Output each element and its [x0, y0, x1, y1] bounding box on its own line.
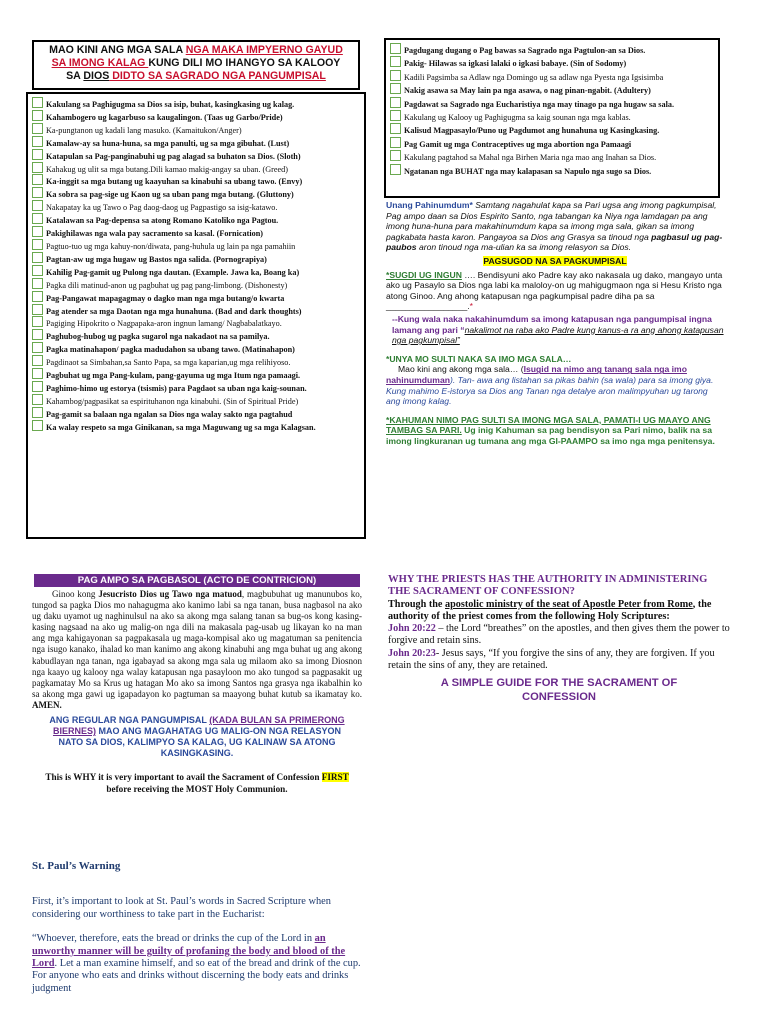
why-important-note: This is WHY it is very important to avail the Sacrament of Confession FIRST before receiving the MOST Holy Communion. [45, 772, 349, 795]
checklist-item [32, 342, 360, 355]
checkbox-icon[interactable] [390, 83, 401, 94]
checklist-item [390, 137, 714, 150]
title-line-2: SA IMONG KALAG KUNG DILI MO IHANGYO SA KALOOY [51, 57, 341, 69]
title-line-1: MAO KINI ANG MGA SALA NGA MAKA IMPYERNO GAYUD [49, 44, 343, 56]
checkbox-icon[interactable] [390, 150, 401, 161]
checkbox-icon[interactable] [32, 239, 43, 250]
checklist-item [32, 162, 360, 175]
checklist-item-label: Kahambog/pagpasikat sa espirituhanon nga kinabuhi. (Sin of Spiritual Pride) [46, 396, 299, 406]
checklist-item [32, 213, 360, 226]
checkbox-icon[interactable] [32, 97, 43, 108]
regular-confession-note: ANG REGULAR NGA PANGUMPISAL (KADA BULAN SA PRIMERONG BIERNES) MAO ANG MAGAHATAG UG MALIG-ON NGA RELASYON NATO SA DIOS, KALIMPYO SA KALAG, UG KALINAW SA ATONG KASINGKASING. [49, 715, 345, 759]
sins-title-box [32, 40, 360, 90]
checklist-item [390, 164, 714, 177]
checklist-item [32, 381, 360, 394]
checklist-item-label: Kakulang pagtahod sa Mahal nga Birhen Maria nga mao ang Inahan sa Dios. [404, 153, 657, 163]
step-3: *KAHUMAN NIMO PAG SULTI SA IMONG MGA SALA, PAMATI-I UG MAAYO ANG TAMBAG SA PARI. Ug inig Kahuman sa pag bendisyon sa Pari nimo, balik na sa imong lingkuranan ug tumana ang mga GI-PAAMPO sa imo nga mga penitensya. [386, 414, 715, 446]
checklist-item-label: Pagtan-aw ug mga hugaw ug Bastos nga salida. (Pornograpiya) [46, 254, 267, 264]
checkbox-icon[interactable] [390, 123, 401, 134]
checkbox-icon[interactable] [32, 200, 43, 211]
checklist-item-label: Kalisud Magpasaylo/Puno ug Pagdumot ang hunahuna ug Kasingkasing. [404, 126, 660, 136]
checklist-item-label: Pagiging Hipokrito o Nagpapaka-aron ingnun lamang/ Nagbabalatkayo. [46, 319, 282, 329]
checklist-item-label: Pagtuo-tuo ug mga kahuy-non/diwata, pang-huhula ug lain pa nga pamahiin [46, 241, 296, 251]
checklist-item [32, 291, 360, 304]
checklist-item-label: Nakapatay ka ug Tawo o Pag daog-daog ug Pagpastigo sa isig-katawo. [46, 203, 278, 213]
checklist-item-label: Ka-pungtanon ug kadali lang masuko. (Kamaitukon/Anger) [46, 125, 242, 135]
checklist-item-label: Katapulan sa Pag-panginabuhi ug pag alagad sa buhaton sa Dios. (Sloth) [46, 151, 301, 161]
checklist-item [32, 252, 360, 265]
checklist-item [32, 174, 360, 187]
checklist-item-label: Kamalaw-ay sa huna-huna, sa mga panulti, ug sa mga gibuhat. (Lust) [46, 138, 290, 148]
st-paul-warning [32, 860, 362, 995]
checkbox-icon[interactable] [32, 342, 43, 353]
confession-steps [386, 200, 724, 446]
guide-title: A SIMPLE GUIDE FOR THE SACRAMENT OF CONFESSION [440, 677, 678, 704]
contrition-heading: PAG AMPO SA PAGBASOL (ACTO DE CONTRICION) [34, 574, 360, 587]
checklist-item [32, 97, 360, 110]
checkbox-icon[interactable] [32, 187, 43, 198]
start-heading: PAGSUGOD NA SA PAGKUMPISAL [483, 255, 627, 266]
checklist-item-label: Pagbuhat ug mga Pang-kulam, pang-gayuma ug mga Itum nga pamaagi. [46, 371, 301, 381]
step-2: *UNYA MO SULTI NAKA SA IMO MGA SALA… Mao kini ang akong mga sala… (Isugid na nimo ang tanang sala nga imo nahinumduman). Tan- awa ang listahan sa pikas bahin (sa wala) para sa imong giya. Kung mahimo E-istorya sa Dios ang Tanan nga detalye aron malimpyuhan ug tarong ang imong kalag. [386, 353, 714, 407]
checklist-item [390, 97, 714, 110]
checkbox-icon[interactable] [390, 97, 401, 108]
checkbox-icon[interactable] [32, 110, 43, 121]
checklist-item [32, 407, 360, 420]
checkbox-icon[interactable] [32, 407, 43, 418]
paul-heading: St. Paul’s Warning [32, 860, 121, 872]
checkbox-icon[interactable] [32, 265, 43, 276]
checklist-item [32, 420, 360, 433]
checklist-item [32, 200, 360, 213]
checklist-item [32, 278, 360, 291]
checkbox-icon[interactable] [32, 381, 43, 392]
checklist-item-label: Ka walay respeto sa mga Ginikanan, sa mga Maguwang ug sa mga Kalagsan. [46, 422, 316, 432]
checklist-item-label: Pakig- Hilawas sa igkasi lalaki o igkasi babaye. (Sin of Sodomy) [404, 59, 627, 69]
paul-quote: “Whoever, therefore, eats the bread or drinks the cup of the Lord in an unworthy manner will be guilty of profaning the body and blood of the Lord. Let a man examine himself, and so eat of the bread and drink of the cup. For anyone who eats and drinks without discerning the body eats and drinks judgment [32, 933, 361, 994]
contrition-prayer: Ginoo kong Jesucristo Dios ug Tawo nga matuod, magbubuhat ug manunubos ko, tungod sa pagka Dios mo nahagugma ako kanimo labi sa nga tanan, busa nagbasol na ako ug daku uyamot ug naghinulsul na ako sa akong mga salang tanan sa bug-os kong kasing-kasing nagsaad na ako ug malig-on nga dili na makasala pag-usab ug likayan ko na man ang mga kahigayonan sa pagpakasala ug maga-kompisal ako ug magatuman sa penitencia nga isugo kanako, ihalad ko man kanimo ang akong kinabuhi ang mga buhat ug ang akong kabudlayan nga tanan, nga igabayad sa akong mga sala ug milaom ako sa imong Diosnon nga kaayo ug kalooy nga walay katapusan nga pasayloon mo ako tungod sa pagpasakit ug pagkamatay Mo sa Krus ug hatagan Mo ako sa imong Santos nga grasya nga ikabalhin ko sa akong mga gawi ug igapadayon ko pagtuman sa maayong buhat kutub sa ikamatay ko. AMEN. [32, 589, 362, 710]
checklist-item-label: Kadili Pagsimba sa Adlaw nga Domingo ug sa adlaw nga Pyesta nga Igsisimba [404, 72, 664, 82]
john-20-23: John 20:23- Jesus says, “If you forgive the sins of any, they are forgiven. If you retain the sins of any, they are retained. [388, 647, 715, 671]
checklist-item-label: Ngatanan nga BUHAT nga may kalapasan sa Napulo nga sugo sa Dios. [404, 166, 652, 176]
checkbox-icon[interactable] [32, 213, 43, 224]
checklist-item [390, 110, 714, 123]
checklist-item [32, 265, 360, 278]
checkbox-icon[interactable] [32, 136, 43, 147]
step-1: *SUGDI UG INGUN …. Bendisyuni ako Padre kay ako nakasala ug dako, mangayo unta ako ug Pasaylo sa Dios nga labi ka maloloy-on ug mahigugmaon nga si Hesu Kristo nga atong Ginoo. Ang ahong katapusan nga pagkumpisal padre diha pa sa _________________.* [386, 269, 723, 312]
checklist-item-label: Katalawan sa Pag-depensa sa atong Romano Katoliko nga Pagtou. [46, 216, 279, 226]
sins-checklist-left [26, 92, 366, 539]
checklist-item-label: Pagdinaot sa Simbahan,sa Santo Papa, sa mga kaparian,ug mga relihiyoso. [46, 358, 291, 368]
checkbox-icon[interactable] [32, 291, 43, 302]
checklist-item-label: Pakighilawas nga wala pay sacramento sa kasal. (Fornication) [46, 229, 263, 239]
checkbox-icon[interactable] [390, 137, 401, 148]
checkbox-icon[interactable] [390, 43, 401, 54]
checklist-item [390, 70, 714, 83]
checkbox-icon[interactable] [32, 162, 43, 173]
checklist-item [32, 394, 360, 407]
checklist-item [390, 83, 714, 96]
start-heading-wrap [386, 256, 724, 267]
checklist-item [390, 43, 714, 56]
checklist-item [32, 187, 360, 200]
checklist-item-label: Pag-Pangawat mapagagmay o dagko man nga mga butang/o kwarta [46, 293, 285, 303]
checklist-item [32, 136, 360, 149]
checklist-item-label: Kahakug ug ulit sa mga butang.Dili kamao makig-angay sa uban. (Greed) [46, 164, 288, 174]
checkbox-icon[interactable] [390, 164, 401, 175]
checklist-item-label: Pag Gamit ug mga Contraceptives ug mga abortion nga Pamaagi [404, 139, 632, 149]
authority-heading: WHY THE PRIESTS HAS THE AUTHORITY IN ADMINISTERING THE SACRAMENT OF CONFESSION? [388, 574, 708, 598]
checklist-item [32, 110, 360, 123]
checklist-item-label: Pagdugang dugang o Pag bawas sa Sagrado nga Pagtulon-an sa Dios. [404, 46, 646, 55]
checklist-item-label: Pagka dili matinud-anon ug pagbuhat ug pag pang-limbong. (Dishonesty) [46, 280, 288, 290]
checkbox-icon[interactable] [32, 329, 43, 340]
checklist-item [32, 355, 360, 368]
checklist-item [32, 149, 360, 162]
checklist-item-label: Pag-gamit sa balaan nga ngalan sa Dios nga walay sakto nga pagtahud [46, 409, 293, 419]
act-of-contrition [32, 574, 362, 795]
checkbox-icon[interactable] [390, 70, 401, 81]
checkbox-icon[interactable] [390, 110, 401, 121]
checklist-item [390, 150, 714, 163]
checklist-item [32, 368, 360, 381]
checklist-item-label: Kakulang sa Paghigugma sa Dios sa isip, buhat, kasingkasing ug kalag. [46, 100, 295, 109]
title-line-3: SA DIOS DIDTO SA SAGRADO NGA PANGUMPISAL [66, 70, 326, 82]
checkbox-icon[interactable] [32, 316, 43, 327]
checklist-item-label: Pag atender sa mga Daotan nga mga hunahuna. (Bad and dark thoughts) [46, 306, 302, 316]
checkbox-icon[interactable] [32, 149, 43, 160]
checkbox-icon[interactable] [32, 368, 43, 379]
checkbox-icon[interactable] [32, 278, 43, 289]
checklist-item-label: Ka-inggit sa mga butang ug kaayuhan sa kinabuhi sa ubang tawo. (Envy) [46, 177, 303, 187]
checklist-item-label: Paghimo-himo ug estorya (tsismis) para Pagdaot sa uban nga kaig-sounan. [46, 383, 307, 393]
checklist-item [32, 123, 360, 136]
checkbox-icon[interactable] [32, 420, 43, 431]
checklist-item-label: Ka sobra sa pag-sige ug Kaon ug sa uban pang mga butang. (Gluttony) [46, 190, 294, 200]
authority-through: Through the apostolic ministry of the seat of Apostle Peter from Rome, the authority of the priest comes from the following Holy Scriptures: [388, 598, 712, 623]
john-20-22: John 20:22 – the Lord “breathes” on the apostles, and then gives them the power to forgive and retain sins. [388, 623, 730, 647]
checkbox-icon[interactable] [32, 355, 43, 366]
step-1-note: --Kung wala naka nakahinumdum sa imong katapusan nga pangumpisal ingna lamang ang pari “nakalimot na raba ako Padre kung kanus-a ra ang ahong katapusan nga pagkumpisal” [392, 313, 724, 346]
checklist-item [32, 239, 360, 252]
priest-authority-section [388, 574, 730, 704]
checklist-item [32, 316, 360, 329]
checklist-item [32, 329, 360, 342]
checklist-item-label: Paghubog-hubog ug pagka sugarol nga nakadaot na sa pamilya. [46, 332, 270, 342]
checkbox-icon[interactable] [32, 394, 43, 405]
checklist-item-label: Pagdawat sa Sagrado nga Eucharistiya nga may tinago pa nga hugaw sa sala. [404, 99, 675, 109]
checkbox-icon[interactable] [32, 304, 43, 315]
checklist-item-label: Kahilig Pag-gamit ug Pulong nga dautan. (Example. Jawa ka, Boang ka) [46, 267, 300, 277]
sins-checklist-right [384, 38, 720, 198]
checklist-item-label: Kahambogero ug kagarbuso sa kaugalingon. (Taas ug Garbo/Pride) [46, 112, 283, 122]
checkbox-icon[interactable] [32, 252, 43, 263]
checklist-item-label: Nakig asawa sa May lain pa nga asawa, o nag pinan-ngabit. (Adultery) [404, 86, 651, 96]
checkbox-icon[interactable] [390, 56, 401, 67]
checkbox-icon[interactable] [32, 226, 43, 237]
checklist-item [32, 304, 360, 317]
checkbox-icon[interactable] [32, 123, 43, 134]
checkbox-icon[interactable] [32, 174, 43, 185]
checklist-item-label: Kakulang ug Kalooy ug Paghigugma sa kaig sounan nga mga kablas. [404, 113, 631, 123]
checklist-item [390, 123, 714, 136]
checklist-item-label: Pagka matinahapon/ pagka madudahon sa ubang tawo. (Matinahapon) [46, 345, 295, 355]
checklist-item [390, 56, 714, 69]
paul-intro: First, it’s important to look at St. Paul’s words in Sacred Scripture when considering our worthiness to take part in the Eucharist: [32, 896, 331, 920]
reminder-paragraph: Unang Pahinumdum* Samtang nagahulat kapa sa Pari ugsa ang imong pagkumpisal, Pag ampo daan sa Dios Espirito Santo, nga tabangan ka Niya nga lamdagan pa ang imong huna-huna para makahinumdum kapa sa imong mga sala, gikan sa imong pagkabata hasta karon. Pangayoa sa Dios ang Grasya sa tinoud nga pagbasul ug pag-paubos aron tinoud nga ma-ulian ka sa imong relasyon sa Dios. [386, 200, 723, 253]
checklist-item [32, 226, 360, 239]
